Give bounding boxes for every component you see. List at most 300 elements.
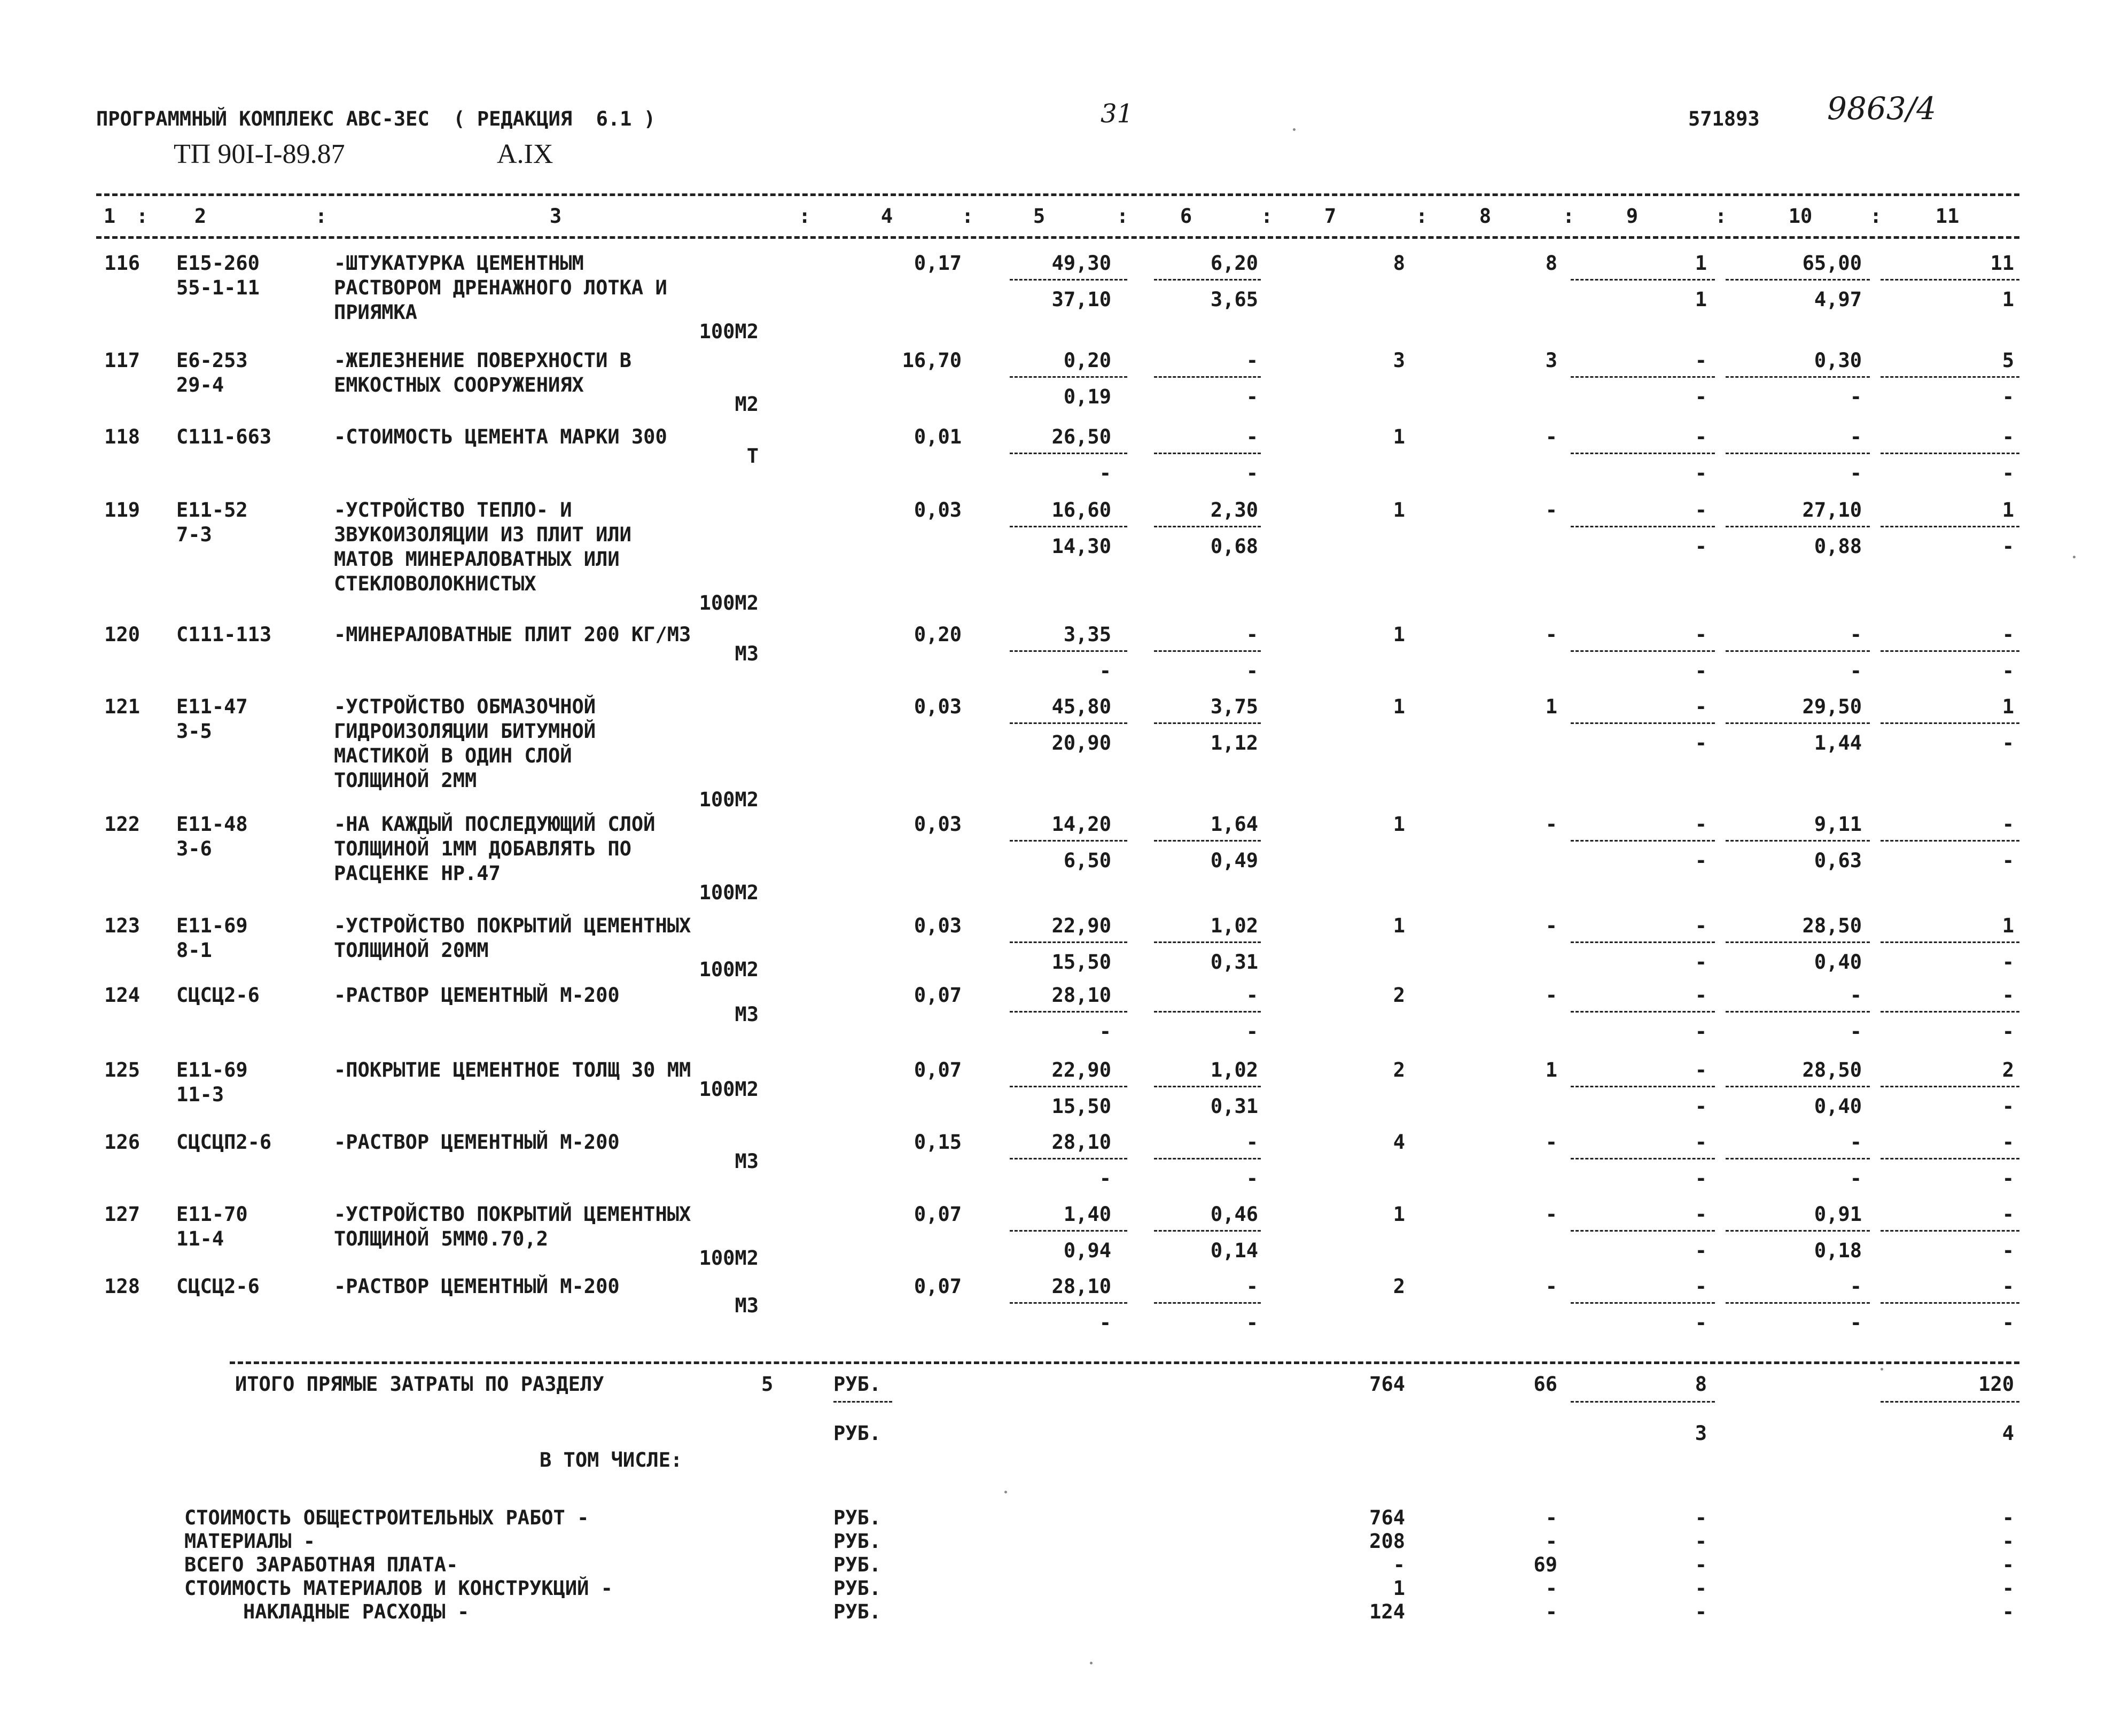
basic-wages: - xyxy=(1545,813,1557,836)
machine-wages: - xyxy=(1246,385,1258,408)
work-description: МАТОВ МИНЕРАЛОВАТНЫХ ИЛИ xyxy=(334,548,620,571)
machine-cost: 2,30 xyxy=(1210,499,1258,521)
machine-wages: 0,68 xyxy=(1210,535,1258,558)
totals-currency: РУБ. xyxy=(833,1373,882,1396)
unit-cost-wages: 6,50 xyxy=(1063,849,1111,872)
machine-total: - xyxy=(1695,1058,1707,1081)
machine-total: - xyxy=(1695,1275,1707,1298)
fraction-rule xyxy=(1726,650,1870,652)
fraction-rule xyxy=(1881,376,2019,378)
column-separator: : xyxy=(1870,205,1882,228)
work-description: -РАСТВОР ЦЕМЕНТНЫЙ М-200 xyxy=(334,1131,620,1154)
fraction-rule xyxy=(1726,840,1870,842)
totals-top-rule xyxy=(230,1361,2019,1364)
basic-wages: - xyxy=(1545,1203,1557,1226)
labour-total-machine: - xyxy=(2002,659,2014,682)
work-description: -УСТРОЙСТВО ОБМАЗОЧНОЙ xyxy=(334,695,596,718)
machine-total: - xyxy=(1695,623,1707,646)
unit-of-measure: М3 xyxy=(735,1003,759,1026)
unit-cost-total: 45,80 xyxy=(1051,695,1111,718)
fraction-rule xyxy=(1154,279,1261,281)
fraction-rule xyxy=(1571,650,1715,652)
basic-wages: 1 xyxy=(1545,1058,1557,1081)
summary-label: ВСЕГО ЗАРАБОТНАЯ ПЛАТА- xyxy=(184,1553,458,1576)
labour-unit: - xyxy=(1850,623,1862,646)
labour-unit-machine: - xyxy=(1850,1020,1862,1043)
fraction-rule xyxy=(1571,376,1715,378)
unit-cost-wages: 0,19 xyxy=(1063,385,1111,408)
labour-unit: 0,30 xyxy=(1814,349,1862,372)
unit-cost-wages: 14,30 xyxy=(1051,535,1111,558)
labour-total: - xyxy=(2002,984,2014,1007)
rate-code: Е11-70 xyxy=(176,1203,248,1226)
work-description: ТОЛЩИНОЙ 1ММ ДОБАВЛЯТЬ ПО xyxy=(334,837,631,860)
machine-cost: - xyxy=(1246,425,1258,448)
unit-cost-total: 28,10 xyxy=(1051,1131,1111,1154)
summary-currency: РУБ. xyxy=(833,1553,882,1576)
rate-code: 29-4 xyxy=(176,373,224,396)
machine-cost: 1,02 xyxy=(1210,914,1258,937)
fraction-rule xyxy=(1010,376,1127,378)
work-description: -СТОИМОСТЬ ЦЕМЕНТА МАРКИ 300 xyxy=(334,425,667,448)
rate-code: Е11-52 xyxy=(176,499,248,521)
summary-basic-wages: - xyxy=(1545,1506,1557,1529)
fraction-rule xyxy=(1154,1302,1261,1304)
scan-speck xyxy=(1004,1491,1007,1493)
fraction-rule xyxy=(1571,1401,1715,1403)
total-cost: 1 xyxy=(1393,1203,1405,1226)
summary-total-cost: - xyxy=(1393,1553,1405,1576)
unit-cost-total: 16,60 xyxy=(1051,499,1111,521)
machine-wages: 3,65 xyxy=(1210,288,1258,311)
work-description: ПРИЯМКА xyxy=(334,301,417,324)
fraction-rule xyxy=(1154,1086,1261,1087)
unit-cost-wages: - xyxy=(1099,1020,1111,1043)
column-header-4: 4 xyxy=(880,205,893,228)
rate-code: 11-3 xyxy=(176,1083,224,1106)
labour-unit-machine: 0,18 xyxy=(1814,1239,1862,1262)
machine-wages: - xyxy=(1246,462,1258,485)
program-line: ПРОГРАММНЫЙ КОМПЛЕКС АВС-ЗЕС ( РЕДАКЦИЯ 6.1 ) xyxy=(96,107,656,130)
work-description: -ШТУКАТУРКА ЦЕМЕНТНЫМ xyxy=(334,252,584,275)
labour-unit-machine: 4,97 xyxy=(1814,288,1862,311)
rate-code: Е11-69 xyxy=(176,914,248,937)
fraction-rule xyxy=(1881,1401,2019,1403)
machine-total: - xyxy=(1695,499,1707,521)
basic-wages: - xyxy=(1545,984,1557,1007)
total-cost: 1 xyxy=(1393,623,1405,646)
unit-cost-wages: 37,10 xyxy=(1051,288,1111,311)
basic-wages: - xyxy=(1545,1275,1557,1298)
labour-unit: 29,50 xyxy=(1802,695,1862,718)
labour-total: 5 xyxy=(2002,349,2014,372)
machine-total-wages: - xyxy=(1695,1095,1707,1118)
machine-total-wages: - xyxy=(1695,1311,1707,1334)
quantity: 0,07 xyxy=(914,1058,962,1081)
machine-total: - xyxy=(1695,349,1707,372)
unit-cost-total: 28,10 xyxy=(1051,984,1111,1007)
unit-of-measure: М3 xyxy=(735,642,759,665)
scan-speck xyxy=(1090,1662,1093,1664)
fraction-rule xyxy=(1726,1302,1870,1304)
labour-total: - xyxy=(2002,425,2014,448)
fraction-rule xyxy=(1726,722,1870,724)
rate-code: С111-113 xyxy=(176,623,272,646)
fraction-rule xyxy=(1881,453,2019,454)
fraction-rule xyxy=(1154,1011,1261,1013)
fraction-rule xyxy=(1010,1302,1127,1304)
basic-wages: 3 xyxy=(1545,349,1557,372)
machine-total-wages: - xyxy=(1695,535,1707,558)
quantity: 0,17 xyxy=(914,252,962,275)
row-number: 120 xyxy=(104,623,140,646)
handwritten-reference: 9863/4 xyxy=(1827,90,1937,127)
summary-machine: - xyxy=(1695,1530,1707,1553)
totals-section-number: 5 xyxy=(761,1373,774,1396)
labour-unit: - xyxy=(1850,1275,1862,1298)
machine-total: - xyxy=(1695,914,1707,937)
unit-of-measure: 100М2 xyxy=(699,788,759,811)
column-separator: : xyxy=(1261,205,1273,228)
work-description: ЕМКОСТНЫХ СООРУЖЕНИЯХ xyxy=(334,373,584,396)
fraction-rule xyxy=(1154,1230,1261,1232)
rate-code: 55-1-11 xyxy=(176,276,260,299)
labour-total: - xyxy=(2002,1203,2014,1226)
fraction-rule xyxy=(1726,279,1870,281)
labour-unit-machine: - xyxy=(1850,1311,1862,1334)
column-header-7: 7 xyxy=(1324,205,1337,228)
rate-code: Е6-253 xyxy=(176,349,248,372)
totals-total-cost: 764 xyxy=(1369,1373,1405,1396)
fraction-rule xyxy=(1881,526,2019,527)
labour-total: 11 xyxy=(1990,252,2014,275)
summary-labour: - xyxy=(2002,1530,2014,1553)
machine-cost: - xyxy=(1246,1131,1258,1154)
basic-wages: - xyxy=(1545,499,1557,521)
labour-total: 1 xyxy=(2002,914,2014,937)
totals-machine-wages: 3 xyxy=(1695,1422,1707,1445)
machine-cost: - xyxy=(1246,349,1258,372)
labour-total-machine: - xyxy=(2002,1020,2014,1043)
machine-cost: - xyxy=(1246,1275,1258,1298)
fraction-rule xyxy=(1154,722,1261,724)
labour-total: 2 xyxy=(2002,1058,2014,1081)
header-top-rule xyxy=(96,193,2019,196)
unit-cost-total: 0,20 xyxy=(1063,349,1111,372)
fraction-rule xyxy=(1571,1011,1715,1013)
summary-label: НАКЛАДНЫЕ РАСХОДЫ - xyxy=(243,1600,470,1623)
fraction-rule xyxy=(1726,1230,1870,1232)
unit-cost-total: 1,40 xyxy=(1063,1203,1111,1226)
machine-total: - xyxy=(1695,425,1707,448)
column-header-9: 9 xyxy=(1626,205,1639,228)
quantity: 0,07 xyxy=(914,984,962,1007)
work-description: -НА КАЖДЫЙ ПОСЛЕДУЮЩИЙ СЛОЙ xyxy=(334,813,656,836)
machine-total: 1 xyxy=(1695,252,1707,275)
fraction-rule xyxy=(1571,1086,1715,1087)
fraction-rule xyxy=(1154,840,1261,842)
fraction-rule xyxy=(1571,1302,1715,1304)
header-bottom-rule xyxy=(96,236,2019,239)
totals-labour-machine: 4 xyxy=(2002,1422,2014,1445)
row-number: 127 xyxy=(104,1203,140,1226)
column-separator: : xyxy=(962,205,974,228)
labour-unit-machine: 0,40 xyxy=(1814,1095,1862,1118)
scan-speck xyxy=(1881,1368,1883,1371)
work-description: -РАСТВОР ЦЕМЕНТНЫЙ М-200 xyxy=(334,1275,620,1298)
column-header-11: 11 xyxy=(1935,205,1960,228)
fraction-rule xyxy=(1726,376,1870,378)
summary-total-cost: 1 xyxy=(1393,1577,1405,1600)
column-header-8: 8 xyxy=(1479,205,1492,228)
row-number: 128 xyxy=(104,1275,140,1298)
fraction-rule xyxy=(1726,453,1870,454)
labour-unit-machine: 0,88 xyxy=(1814,535,1862,558)
total-cost: 8 xyxy=(1393,252,1405,275)
unit-of-measure: Т xyxy=(746,445,759,468)
labour-unit: - xyxy=(1850,1131,1862,1154)
rate-code: С111-663 xyxy=(176,425,272,448)
fraction-rule xyxy=(1154,453,1261,454)
labour-total-machine: - xyxy=(2002,849,2014,872)
fraction-rule xyxy=(1154,526,1261,527)
fraction-rule xyxy=(1010,722,1127,724)
labour-unit: 27,10 xyxy=(1802,499,1862,521)
basic-wages: - xyxy=(1545,914,1557,937)
fraction-rule xyxy=(1881,1230,2019,1232)
fraction-rule xyxy=(1154,376,1261,378)
work-description: РАСТВОРОМ ДРЕНАЖНОГО ЛОТКА И xyxy=(334,276,667,299)
summary-machine: - xyxy=(1695,1600,1707,1623)
labour-total-machine: - xyxy=(2002,385,2014,408)
unit-cost-wages: - xyxy=(1099,462,1111,485)
total-cost: 1 xyxy=(1393,425,1405,448)
basic-wages: 8 xyxy=(1545,252,1557,275)
unit-cost-wages: - xyxy=(1099,1167,1111,1190)
quantity: 0,03 xyxy=(914,813,962,836)
work-description: -УСТРОЙСТВО ПОКРЫТИЙ ЦЕМЕНТНЫХ xyxy=(334,914,691,937)
quantity: 0,01 xyxy=(914,425,962,448)
machine-total-wages: - xyxy=(1695,731,1707,754)
rate-code: Е11-48 xyxy=(176,813,248,836)
unit-of-measure: 100М2 xyxy=(699,1078,759,1101)
total-cost: 4 xyxy=(1393,1131,1405,1154)
machine-wages: 1,12 xyxy=(1210,731,1258,754)
fraction-rule xyxy=(1571,453,1715,454)
total-cost: 1 xyxy=(1393,499,1405,521)
total-cost: 1 xyxy=(1393,914,1405,937)
rate-code: 3-6 xyxy=(176,837,212,860)
unit-cost-total: 22,90 xyxy=(1051,914,1111,937)
labour-total-machine: - xyxy=(2002,951,2014,974)
machine-wages: - xyxy=(1246,1311,1258,1334)
column-separator: : xyxy=(1715,205,1727,228)
column-separator: : xyxy=(136,205,149,228)
quantity: 0,03 xyxy=(914,914,962,937)
labour-total-machine: - xyxy=(2002,1311,2014,1334)
total-cost: 1 xyxy=(1393,695,1405,718)
machine-total-wages: - xyxy=(1695,951,1707,974)
summary-labour: - xyxy=(2002,1577,2014,1600)
machine-cost: - xyxy=(1246,623,1258,646)
column-header-2: 2 xyxy=(194,205,207,228)
quantity: 0,03 xyxy=(914,695,962,718)
column-header-5: 5 xyxy=(1033,205,1046,228)
fraction-rule xyxy=(833,1401,892,1403)
unit-cost-total: 26,50 xyxy=(1051,425,1111,448)
column-header-6: 6 xyxy=(1180,205,1192,228)
including-label: В ТОМ ЧИСЛЕ: xyxy=(540,1449,683,1472)
page-number: 31 xyxy=(1101,99,1134,129)
machine-total-wages: - xyxy=(1695,1239,1707,1262)
machine-total: - xyxy=(1695,1203,1707,1226)
work-description: -МИНЕРАЛОВАТНЫЕ ПЛИТ 200 КГ/М3 xyxy=(334,623,691,646)
fraction-rule xyxy=(1881,279,2019,281)
labour-unit-machine: - xyxy=(1850,462,1862,485)
fraction-rule xyxy=(1571,840,1715,842)
rate-code: СЦСЦ2-6 xyxy=(176,1275,260,1298)
unit-cost-total: 49,30 xyxy=(1051,252,1111,275)
quantity: 0,03 xyxy=(914,499,962,521)
fraction-rule xyxy=(1010,1086,1127,1087)
labour-unit-machine: 0,40 xyxy=(1814,951,1862,974)
summary-label: МАТЕРИАЛЫ - xyxy=(184,1530,316,1553)
row-number: 124 xyxy=(104,984,140,1007)
fraction-rule xyxy=(1154,941,1261,943)
summary-total-cost: 124 xyxy=(1369,1600,1405,1623)
fraction-rule xyxy=(1010,526,1127,527)
work-description: МАСТИКОЙ В ОДИН СЛОЙ xyxy=(334,744,572,767)
row-number: 121 xyxy=(104,695,140,718)
rate-code: 3-5 xyxy=(176,720,212,743)
labour-total-machine: 1 xyxy=(2002,288,2014,311)
fraction-rule xyxy=(1571,279,1715,281)
fraction-rule xyxy=(1881,1302,2019,1304)
labour-unit-machine: - xyxy=(1850,659,1862,682)
project-line: ТП 90I-I-89.87 xyxy=(174,139,345,169)
column-separator: : xyxy=(1563,205,1575,228)
labour-total-machine: - xyxy=(2002,462,2014,485)
rate-code: Е11-47 xyxy=(176,695,248,718)
column-header-1: 1 xyxy=(103,205,116,228)
fraction-rule xyxy=(1010,1011,1127,1013)
quantity: 16,70 xyxy=(902,349,962,372)
fraction-rule xyxy=(1010,279,1127,281)
labour-unit-machine: - xyxy=(1850,385,1862,408)
basic-wages: - xyxy=(1545,623,1557,646)
row-number: 119 xyxy=(104,499,140,521)
totals-label: ИТОГО ПРЯМЫЕ ЗАТРАТЫ ПО РАЗДЕЛУ xyxy=(235,1373,604,1396)
machine-total-wages: 1 xyxy=(1695,288,1707,311)
machine-cost: - xyxy=(1246,984,1258,1007)
unit-of-measure: М2 xyxy=(735,393,759,416)
fraction-rule xyxy=(1881,941,2019,943)
labour-unit: 65,00 xyxy=(1802,252,1862,275)
summary-total-cost: 208 xyxy=(1369,1530,1405,1553)
unit-cost-total: 28,10 xyxy=(1051,1275,1111,1298)
machine-wages: 0,31 xyxy=(1210,1095,1258,1118)
row-number: 116 xyxy=(104,252,140,275)
fraction-rule xyxy=(1726,1011,1870,1013)
quantity: 0,07 xyxy=(914,1203,962,1226)
unit-of-measure: 100М2 xyxy=(699,591,759,614)
rate-code: 11-4 xyxy=(176,1227,224,1250)
work-description: РАСЦЕНКЕ НР.47 xyxy=(334,862,501,885)
fraction-rule xyxy=(1881,722,2019,724)
row-number: 123 xyxy=(104,914,140,937)
labour-total: - xyxy=(2002,1275,2014,1298)
document-code: 571893 xyxy=(1688,107,1760,130)
totals-machine: 8 xyxy=(1695,1373,1707,1396)
row-number: 122 xyxy=(104,813,140,836)
machine-wages: 0,49 xyxy=(1210,849,1258,872)
summary-currency: РУБ. xyxy=(833,1600,882,1623)
quantity: 0,07 xyxy=(914,1275,962,1298)
summary-machine: - xyxy=(1695,1577,1707,1600)
column-separator: : xyxy=(1416,205,1428,228)
summary-basic-wages: - xyxy=(1545,1577,1557,1600)
rate-code: 8-1 xyxy=(176,939,212,962)
summary-currency: РУБ. xyxy=(833,1577,882,1600)
total-cost: 3 xyxy=(1393,349,1405,372)
unit-cost-total: 22,90 xyxy=(1051,1058,1111,1081)
summary-labour: - xyxy=(2002,1553,2014,1576)
fraction-rule xyxy=(1881,840,2019,842)
summary-basic-wages: - xyxy=(1545,1530,1557,1553)
fraction-rule xyxy=(1726,526,1870,527)
work-description: ТОЛЩИНОЙ 2ММ xyxy=(334,769,477,792)
work-description: ЗВУКОИЗОЛЯЦИИ ИЗ ПЛИТ ИЛИ xyxy=(334,523,631,546)
scan-speck xyxy=(2073,556,2076,558)
machine-total-wages: - xyxy=(1695,462,1707,485)
fraction-rule xyxy=(1571,1230,1715,1232)
row-number: 126 xyxy=(104,1131,140,1154)
fraction-rule xyxy=(1881,1158,2019,1159)
work-description: ТОЛЩИНОЙ 5ММ0.70,2 xyxy=(334,1227,548,1250)
unit-of-measure: 100М2 xyxy=(699,881,759,904)
machine-cost: 6,20 xyxy=(1210,252,1258,275)
machine-total: - xyxy=(1695,813,1707,836)
totals-basic-wages: 66 xyxy=(1533,1373,1557,1396)
unit-of-measure: М3 xyxy=(735,1150,759,1173)
row-number: 118 xyxy=(104,425,140,448)
summary-labour: - xyxy=(2002,1506,2014,1529)
totals-currency-2: РУБ. xyxy=(833,1422,882,1445)
total-cost: 2 xyxy=(1393,1058,1405,1081)
summary-machine: - xyxy=(1695,1553,1707,1576)
machine-wages: 0,14 xyxy=(1210,1239,1258,1262)
work-description: -ПОКРЫТИЕ ЦЕМЕНТНОЕ ТОЛЩ 30 ММ xyxy=(334,1058,691,1081)
total-cost: 1 xyxy=(1393,813,1405,836)
row-number: 125 xyxy=(104,1058,140,1081)
column-separator: : xyxy=(315,205,327,228)
quantity: 0,15 xyxy=(914,1131,962,1154)
labour-unit-machine: 0,63 xyxy=(1814,849,1862,872)
unit-cost-total: 3,35 xyxy=(1063,623,1111,646)
fraction-rule xyxy=(1154,1158,1261,1159)
fraction-rule xyxy=(1881,1011,2019,1013)
section-label: A.IX xyxy=(497,139,553,169)
labour-total: 1 xyxy=(2002,695,2014,718)
fraction-rule xyxy=(1010,453,1127,454)
totals-labour: 120 xyxy=(1978,1373,2014,1396)
rate-code: СЦСЦ2-6 xyxy=(176,984,260,1007)
work-description: -РАСТВОР ЦЕМЕНТНЫЙ М-200 xyxy=(334,984,620,1007)
machine-cost: 1,64 xyxy=(1210,813,1258,836)
basic-wages: - xyxy=(1545,1131,1557,1154)
unit-of-measure: М3 xyxy=(735,1294,759,1317)
summary-currency: РУБ. xyxy=(833,1506,882,1529)
